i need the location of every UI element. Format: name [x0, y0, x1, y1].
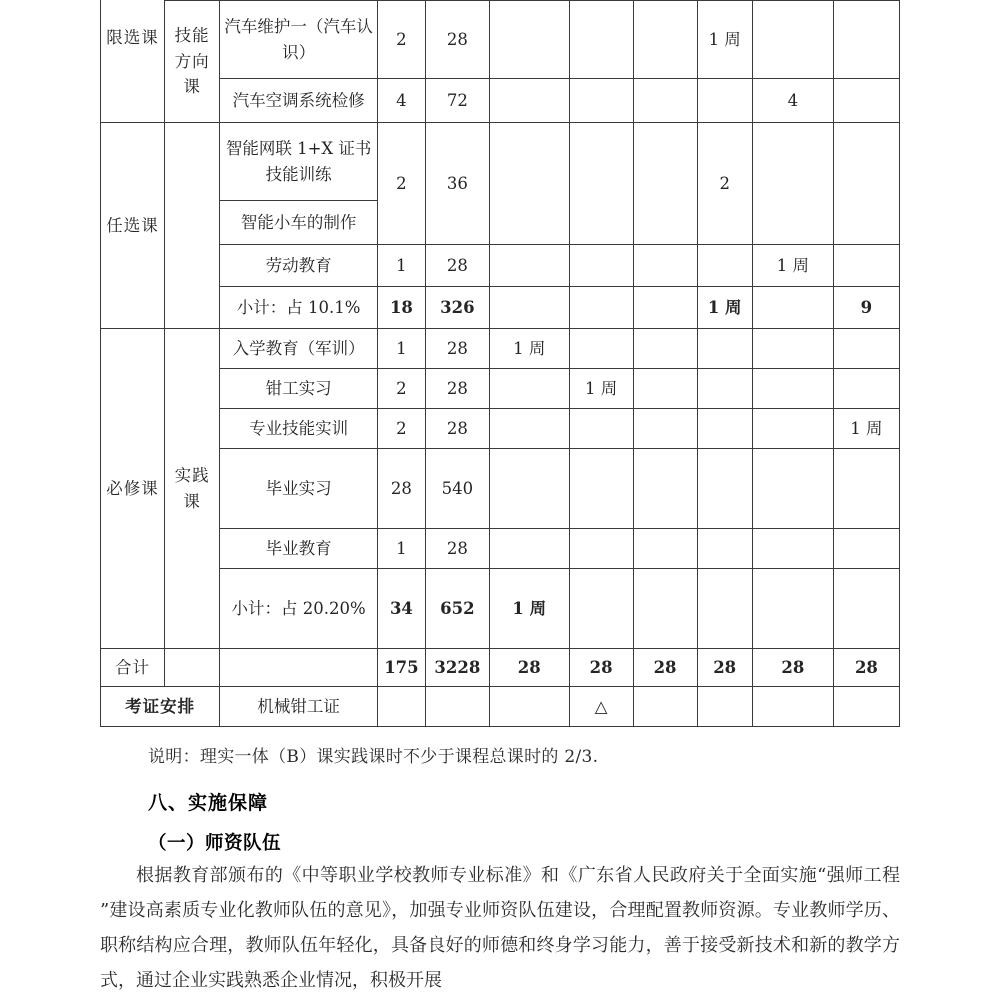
cell-sem4: 28: [697, 649, 752, 687]
cell-sem1: [489, 687, 569, 727]
cell-sem3: [633, 329, 697, 369]
cell-sem4: 1 周: [697, 1, 752, 79]
cell-category: 必修课: [101, 329, 165, 649]
cell-credit: 34: [377, 569, 425, 649]
cell-sem5: [752, 369, 833, 409]
cell-sem4: [697, 369, 752, 409]
cell-sem4: 2: [697, 123, 752, 245]
cell-credit: 1: [377, 245, 425, 287]
cell-sem5: [752, 687, 833, 727]
section-heading: 八、实施保障: [148, 792, 269, 814]
cell-sem2: △: [569, 687, 633, 727]
table-row: [101, 449, 900, 529]
curriculum-table-container: [100, 0, 900, 727]
cell-sem6: [833, 329, 899, 369]
cell-hours: 28: [425, 245, 489, 287]
cell-sem5: [752, 1, 833, 79]
cell-sem6: [833, 529, 899, 569]
cell-credit: 4: [377, 79, 425, 123]
table-row-certification: [101, 687, 900, 727]
cell-sem4: 1 周: [697, 287, 752, 329]
cell-sem4: [697, 687, 752, 727]
cell-sem3: [633, 123, 697, 245]
table-row-total: [101, 649, 900, 687]
cell-sem4: [697, 329, 752, 369]
cell-course-name: 毕业教育: [220, 529, 378, 569]
cell-sem2: [569, 329, 633, 369]
cell-sem5: 1 周: [752, 245, 833, 287]
cell-hours: 326: [425, 287, 489, 329]
cell-sem3: 28: [633, 649, 697, 687]
table-row: [101, 329, 900, 369]
cell-certification-label: 考证安排: [101, 687, 220, 727]
cell-course-name: 智能网联 1+X 证书技能训练: [220, 123, 378, 201]
cell-course-name: [220, 649, 378, 687]
cell-sem1: [489, 287, 569, 329]
cell-sem1: [489, 245, 569, 287]
cell-sem3: [633, 369, 697, 409]
cell-course-name: 专业技能实训: [220, 409, 378, 449]
curriculum-table: [100, 0, 900, 727]
cell-credit: [377, 687, 425, 727]
cell-hours: 652: [425, 569, 489, 649]
cell-sem3: [633, 449, 697, 529]
cell-sem1: [489, 449, 569, 529]
cell-sem1: [489, 529, 569, 569]
cell-sem2: [569, 123, 633, 245]
cell-category: 合计: [101, 649, 165, 687]
table-note: 说明：理实一体（B）课实践课时不少于课程总课时的 2/3.: [148, 747, 599, 767]
cell-sem1: 1 周: [489, 569, 569, 649]
cell-sem2: 28: [569, 649, 633, 687]
table-row: [101, 529, 900, 569]
cell-subcategory: 实践课: [164, 329, 219, 649]
cell-sem3: [633, 409, 697, 449]
cell-course-name: 入学教育（军训）: [220, 329, 378, 369]
cell-course-name: 小计：占 10.1%: [220, 287, 378, 329]
cell-sem3: [633, 1, 697, 79]
cell-sem2: [569, 287, 633, 329]
body-paragraph: 根据教育部颁布的《中等职业学校教师专业标准》和《广东省人民政府关于全面实施“强师工程 ”建设高素质专业化教师队伍的意见》，加强专业师资队伍建设，合理配置教师资源。专业教师学历、职称结构应合理，教师队伍年轻化，具备良好的师德和终身学习能力，善于接受新技术和新的教学方式，通过企业实践熟悉企业情况，积极开展: [100, 865, 900, 991]
cell-sem6: 1 周: [833, 409, 899, 449]
cell-sem2: [569, 529, 633, 569]
table-row: [101, 245, 900, 287]
cell-sem4: [697, 409, 752, 449]
table-row: [101, 369, 900, 409]
cell-sem4: [697, 529, 752, 569]
cell-sem4: [697, 79, 752, 123]
cell-sem3: [633, 79, 697, 123]
table-row: [101, 123, 900, 201]
cell-sem4: [697, 569, 752, 649]
subsection-heading: （一）师资队伍: [148, 833, 282, 854]
cell-sem5: [752, 123, 833, 245]
cell-subcategory: [164, 123, 219, 329]
cell-sem6: [833, 245, 899, 287]
cell-sem3: [633, 529, 697, 569]
cell-certification-name: 机械钳工证: [220, 687, 378, 727]
cell-sem1: [489, 369, 569, 409]
cell-sem1: 1 周: [489, 329, 569, 369]
cell-sem6: [833, 369, 899, 409]
cell-sem2: [569, 245, 633, 287]
cell-category: 任选课: [101, 123, 165, 329]
cell-sem2: [569, 79, 633, 123]
cell-credit: 175: [377, 649, 425, 687]
cell-hours: [425, 687, 489, 727]
cell-course-name: 钳工实习: [220, 369, 378, 409]
cell-credit: 2: [377, 123, 425, 245]
cell-hours: 28: [425, 529, 489, 569]
cell-sem6: [833, 79, 899, 123]
cell-course-name: 劳动教育: [220, 245, 378, 287]
cell-sem2: [569, 409, 633, 449]
table-row: [101, 79, 900, 123]
cell-credit: 28: [377, 449, 425, 529]
cell-credit: 2: [377, 1, 425, 79]
cell-sem4: [697, 449, 752, 529]
cell-sem1: [489, 79, 569, 123]
cell-course-name: 智能小车的制作: [220, 201, 378, 245]
cell-hours: 540: [425, 449, 489, 529]
table-row: [101, 1, 900, 79]
cell-credit: 2: [377, 409, 425, 449]
cell-hours: 3228: [425, 649, 489, 687]
cell-sem6: 28: [833, 649, 899, 687]
cell-hours: 36: [425, 123, 489, 245]
cell-sem2: 1 周: [569, 369, 633, 409]
cell-sem5: [752, 329, 833, 369]
cell-category: 限选课: [101, 0, 165, 123]
cell-credit: 18: [377, 287, 425, 329]
cell-hours: 28: [425, 1, 489, 79]
cell-sem3: [633, 245, 697, 287]
cell-sem6: [833, 123, 899, 245]
cell-sem1: [489, 1, 569, 79]
cell-sem6: [833, 1, 899, 79]
cell-subcategory: 技能方向课: [164, 1, 219, 123]
cell-sem6: [833, 569, 899, 649]
cell-sem2: [569, 569, 633, 649]
cell-sem6: [833, 687, 899, 727]
cell-hours: 72: [425, 79, 489, 123]
cell-credit: 1: [377, 329, 425, 369]
cell-credit: 2: [377, 369, 425, 409]
table-row: [101, 409, 900, 449]
cell-sem5: [752, 449, 833, 529]
cell-subcategory: [164, 649, 219, 687]
cell-sem5: [752, 529, 833, 569]
cell-sem5: 28: [752, 649, 833, 687]
cell-sem4: [697, 245, 752, 287]
cell-course-name: 汽车空调系统检修: [220, 79, 378, 123]
cell-sem3: [633, 569, 697, 649]
cell-sem5: [752, 569, 833, 649]
cell-course-name: 汽车维护一（汽车认识）: [220, 1, 378, 79]
cell-sem6: 9: [833, 287, 899, 329]
cell-hours: 28: [425, 369, 489, 409]
cell-sem1: 28: [489, 649, 569, 687]
cell-course-name: 小计：占 20.20%: [220, 569, 378, 649]
cell-sem5: 4: [752, 79, 833, 123]
cell-sem3: [633, 287, 697, 329]
cell-sem1: [489, 123, 569, 245]
table-row: [101, 569, 900, 649]
cell-hours: 28: [425, 329, 489, 369]
cell-hours: 28: [425, 409, 489, 449]
cell-sem2: [569, 1, 633, 79]
cell-sem1: [489, 409, 569, 449]
cell-course-name: 毕业实习: [220, 449, 378, 529]
cell-sem5: [752, 409, 833, 449]
cell-sem3: [633, 687, 697, 727]
cell-sem5: [752, 287, 833, 329]
cell-credit: 1: [377, 529, 425, 569]
cell-sem2: [569, 449, 633, 529]
cell-sem6: [833, 449, 899, 529]
table-row: [101, 287, 900, 329]
